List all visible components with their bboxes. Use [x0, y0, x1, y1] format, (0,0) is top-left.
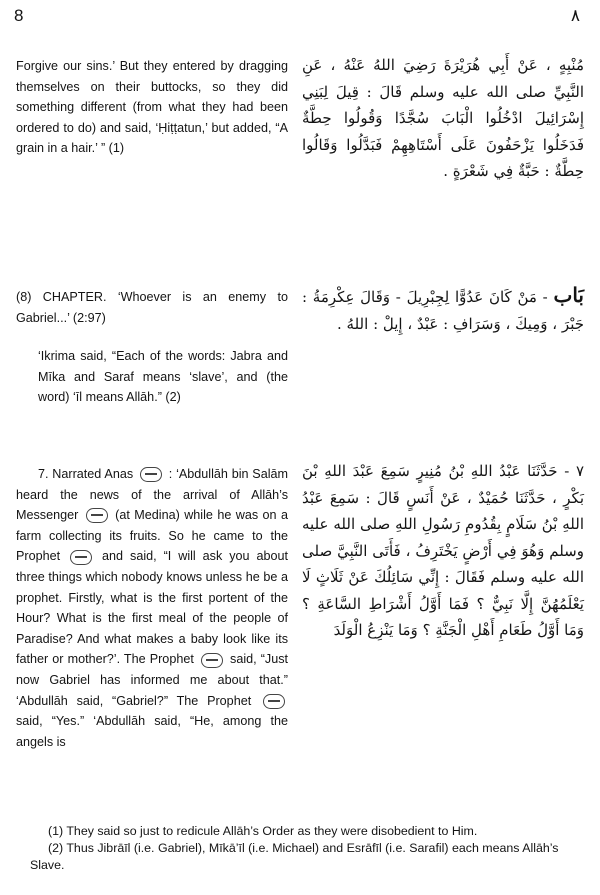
hadith-text-part: said, “Yes.” ‘Abdullāh said, “He, among the angels is — [16, 714, 288, 749]
arabic-chapter-heading: بَاب — [553, 283, 584, 307]
footnote-2: (2) Thus Jibrāīl (i.e. Gabriel), Mīkā’īl (i.e. Michael) and Esrāfīl (i.e. Sarafil) each means Allāh’s Slave. — [30, 841, 559, 872]
honorific-seal-icon — [201, 653, 223, 668]
honorific-seal-icon — [86, 508, 108, 523]
hadith-text-part: and said, “I will ask you about three things which nobody knows unless he be a prophet. Firstly, what is the first portent of the Hour? What is the first meal of the people of Paradise? And what makes a baby look like its father or mother?’. The Prophet — [16, 549, 289, 667]
hadith-text-part: 7. Narrated Anas — [38, 467, 134, 481]
arabic-hadith-7: ٧ - حَدَّثَنَا عَبْدُ اللهِ بْنُ مُنِيرٍ سَمِعَ عَبْدَ اللهِ بْنَ بَكْرٍ ، حَدَّثَنَا حُمَيْدٌ ، عَنْ أَنَسٍ قَالَ : سَمِعَ عَبْدُ اللهِ بْنُ سَلَامٍ بِقُدُومِ رَسُولِ اللهِ صلى الله عليه وسلم وَهُوَ فِي أَرْضٍ يَخْتَرِفُ ، فَأَتَى النَّبِيَّ صلى الله عليه وسلم فَقَالَ : إِنِّي سَائِلُكَ عَنْ ثَلَاثٍ لَا يَعْلَمُهُنَّ إِلَّا نَبِيٌّ ؟ فَمَا أَوَّلُ أَشْرَاطِ السَّاعَةِ ؟ وَمَا أَوَّلُ طَعَامِ أَهْلِ الْجَنَّةِ ؟ وَمَا يَنْزِعُ الْوَلَدَ — [302, 462, 584, 639]
footnote-1: (1) They said so just to redicule Allāh’s Order as they were disobedient to Him. — [48, 824, 478, 838]
hadith-text-part: (at Medina) while he was on a farm collecting its fruits. So he came to the Prophet — [16, 508, 288, 564]
honorific-seal-icon — [140, 467, 162, 482]
honorific-seal-icon — [70, 550, 92, 565]
hadith-text-part: said, “Just now Gabriel has informed me about that.” ‘Abdullāh said, “Gabriel?” The Prophet — [16, 652, 288, 708]
arabic-chapter-text: - مَنْ كَانَ عَدُوًّا لِجِبْرِيلَ - وَقَالَ عِكْرِمَةُ : جَبْرَ ، وَمِيكَ ، وَسَرَافِ : عَبْدٌ ، إِيلْ : اللهُ . — [302, 288, 584, 333]
english-text-block-1: Forgive our sins.’ But they entered by dragging themselves on their buttocks, so they did something different (from what they had been ordered to do) and said, ‘Ḥiṭṭatun,’ but added, “A grain in a hair.’ ” (1) — [16, 59, 288, 156]
arabic-text-block-1: مُنْبِهٍ ، عَنْ أَبِي هُرَيْرَةَ رَضِيَ اللهُ عَنْهُ ، عَنِ النَّبِيِّ صلى الله عليه وسلم قَالَ : قِيلَ لِبَنِي إِسْرَائِيلَ ادْخُلُوا الْبَابَ سُجَّدًا وَقُولُوا حِطَّةٌ فَدَخَلُوا يَزْحَفُونَ عَلَى أَسْتَاهِهِمْ فَبَدَّلُوا وَقَالُوا حِطَّةٌ : حَبَّةٌ فِي شَعْرَةٍ . — [302, 56, 584, 180]
english-hadith-7 — [16, 464, 288, 752]
english-chapter-note: ‘Ikrima said, “Each of the words: Jabra and Mīka and Saraf means ‘slave’, and (the word) ‘īl means Allāh.” (2) — [38, 349, 288, 405]
page-number-right: ٨ — [570, 6, 580, 26]
footnotes — [30, 823, 585, 874]
hadith-text-part: : ‘Abdullāh bin Salām heard the news of the arrival of Allāh’s Messenger — [16, 467, 289, 523]
page-number-left: 8 — [14, 6, 24, 25]
honorific-seal-icon — [263, 694, 285, 709]
english-chapter-heading: (8) CHAPTER. ‘Whoever is an enemy to Gabriel...’ (2:97) — [16, 290, 288, 325]
arabic-chapter-block — [302, 282, 584, 337]
